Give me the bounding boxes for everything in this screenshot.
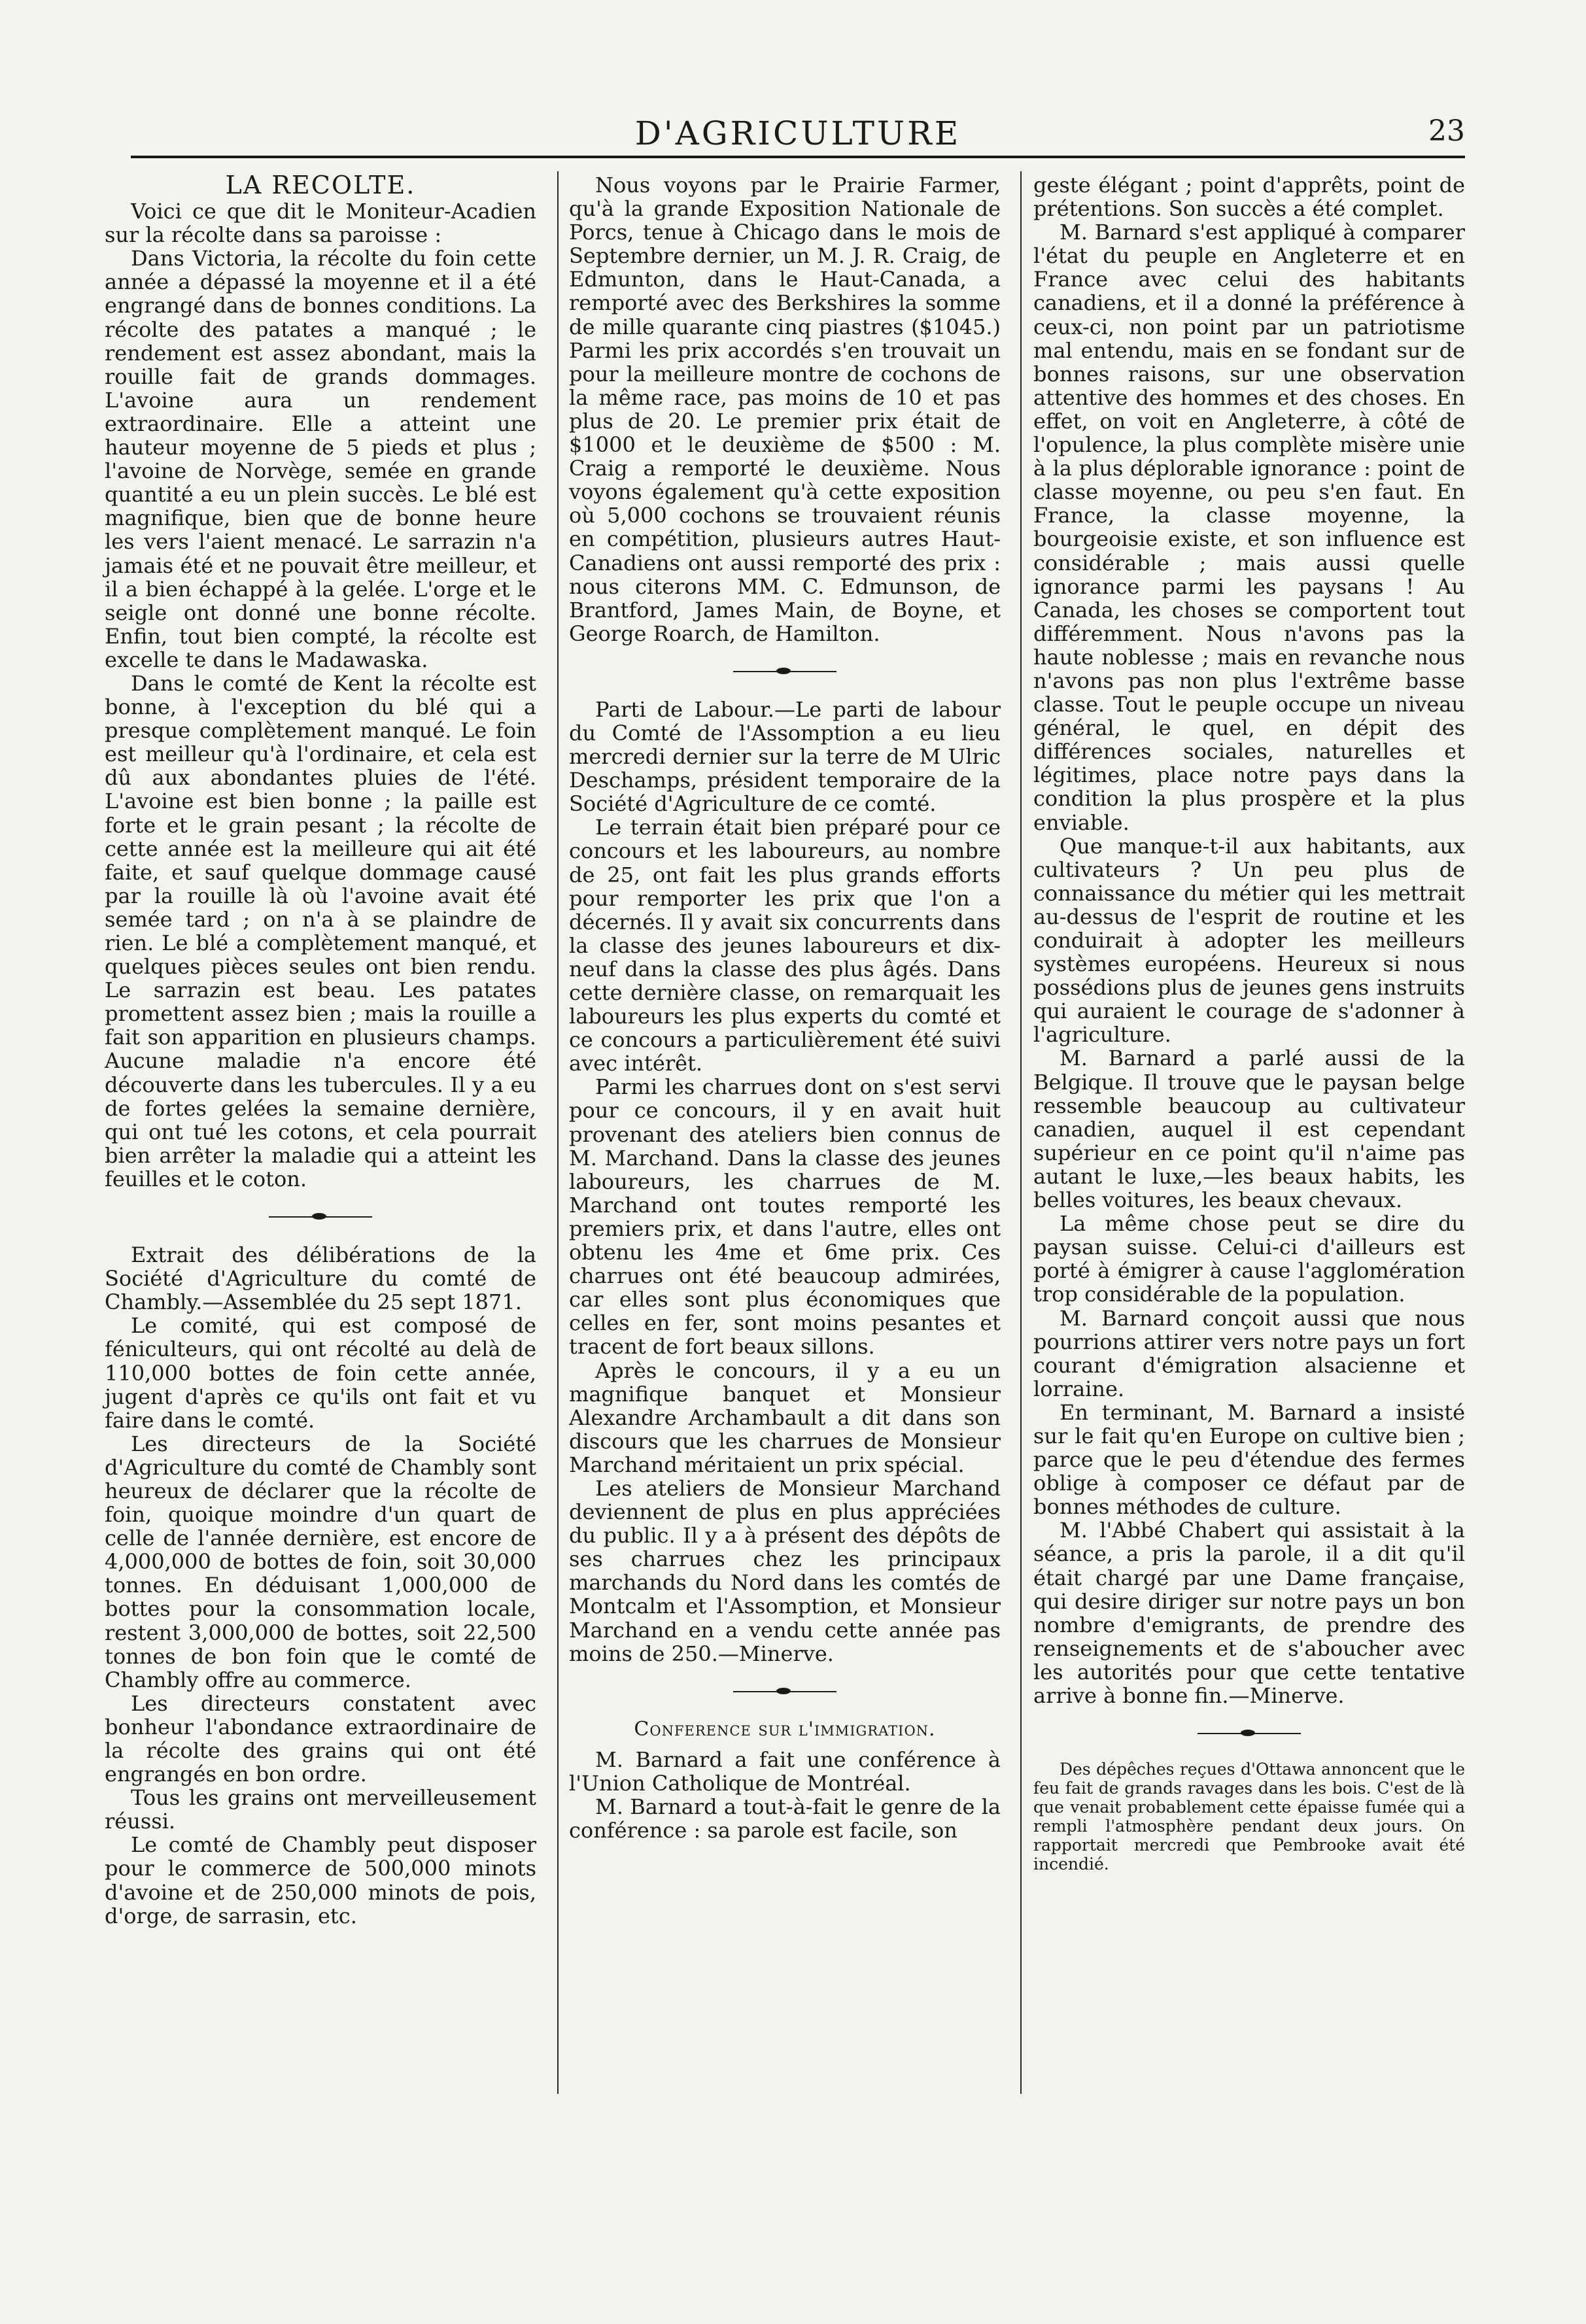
- page-number: 23: [1428, 114, 1465, 148]
- article-paragraph: Nous voyons par le Prairie Farmer, qu'à la grande Exposition Nationale de Porcs, tenue à Chicago dans le mois de Septembre dernier, un M. J. R. Craig, de Edmunton, dans le Haut-Canada, a remporté avec des Berkshires la somme de mille quarante cinq piastres ($1045.) Parmi les prix accordés s'en trouvait un pour la meilleure montre de cochons de la même race, pas moins de 10 et pas plus de 20. Le premier prix était de $1000 et le deuxième de $500 : M. Craig a remporté le deuxième. Nous voyons également qu'à cette exposition où 5,000 cochons se trouvaient réunis en compétition, plusieurs autres Haut-Canadiens ont aussi remporté des prix : nous citerons MM. C. Edmunson, de Brantford, James Main, de Boyne, et George Roarch, de Hamilton.: [569, 173, 1001, 646]
- article-chambly: [105, 1243, 536, 1928]
- article-paragraph: Dans Victoria, la récolte du foin cette année a dépassé la moyenne et il a été engrangé dans de bonnes conditions. La récolte des patates a manqué ; le rendement est assez abondant, mais la rouille fait de grands dommages. L'avoine aura un rendement extraordinaire. Elle a atteint une hauteur moyenne de 5 pieds et plus ; l'avoine de Norvège, semée en grande quantité a eu un plein succès. Le blé est magnifique, bien que de bonne heure les vers l'aient menacé. Le sarrazin n'a jamais été et ne pouvait être meilleur, et il a bien échappé à la gelée. L'orge et le seigle ont donné une bonne récolte. Enfin, tout bien compté, la récolte est excelle te dans le Madawaska.: [105, 246, 536, 672]
- article-heading: Extrait des délibérations de la Société d'Agriculture du comté de Chambly.—Assemblée du 25 sept 1871.: [105, 1242, 536, 1315]
- article-paragraph: M. l'Abbé Chabert qui assistait à la séance, a pris la parole, il a dit qu'il était chargé par une Dame française, qui desire diriger sur notre pays un bon nombre d'emigrants, de prendre des renseignements et de s'aboucher avec les autorités pour que cette tentative arrive à bonne fin.—Minerve.: [1033, 1518, 1465, 1708]
- article-paragraph: Le comté de Chambly peut disposer pour le commerce de 500,000 minots d'avoine et de 250,000 minots de pois, d'orge, de sarrasin, etc.: [105, 1832, 536, 1928]
- article-heading: Conference sur l'immigration.: [634, 1717, 936, 1741]
- article-paragraph: geste élégant ; point d'apprêts, point de prétentions. Son succès a été complet.: [1033, 173, 1465, 222]
- article-conference: [569, 1718, 1001, 1842]
- page-header: [131, 114, 1465, 154]
- article-paragraph: Le terrain était bien préparé pour ce concours et les laboureurs, au nombre de 25, ont fait les plus grands efforts pour remporter les prix que l'on a décernés. Il y avait six concurrents dans la classe des jeunes laboureurs et dix-neuf dans la classe des plus âgés. Dans cette dernière classe, on remarquait les laboureurs les plus experts du comté et ce concours a particulièrement été suivi avec intérêt.: [569, 815, 1001, 1076]
- article-parti-de-labour: [569, 698, 1001, 1666]
- column-divider: [557, 171, 559, 2094]
- section-separator: [1033, 1727, 1465, 1740]
- article-paragraph: M. Barnard conçoit aussi que nous pourrions attirer vers notre pays un fort courant d'émigration alsacienne et lorraine.: [1033, 1305, 1465, 1401]
- column-2: [569, 173, 1001, 1842]
- article-paragraph: Après le concours, il y a eu un magnifique banquet et Monsieur Alexandre Archambault a dit dans son discours que les charrues de Monsieur Marchand méritaient un prix spécial.: [569, 1358, 1001, 1477]
- section-separator: [569, 665, 1001, 678]
- article-paragraph: Dans le comté de Kent la récolte est bonne, à l'exception du blé qui a presque complètement manqué. Le foin est meilleur qu'à l'ordinaire, et cela est dû aux abondantes pluies de l'été. L'avoine est bien bonne ; la paille est forte et le grain pesant ; la récolte de cette année est la meilleure qui ait été faite, et sauf quelque dommage causé par la rouille là où l'avoine avait été semée tard ; on n'a à se plaindre de rien. Le blé a complètement manqué, et quelques pièces seules ont bien rendu. Le sarrazin est beau. Les patates promettent assez bien ; mais la rouille a fait son apparition en plusieurs champs. Aucune maladie n'a encore été découverte dans les tubercules. Il y a eu de fortes gelées la semaine dernière, qui ont tué les cotons, et cela pourrait bien arrêter la maladie qui a atteint les feuilles et le coton.: [105, 670, 536, 1191]
- article-paragraph: Le comité, qui est composé de féniculteurs, qui ont récolté au delà de 110,000 bottes de foin cette année, jugent d'après ce qu'ils ont fait et vu faire dans le comté.: [105, 1313, 536, 1433]
- news-brief-ottawa: [1033, 1760, 1465, 1873]
- column-divider: [1020, 171, 1022, 2094]
- column-1: [105, 173, 536, 1928]
- section-separator: [569, 1685, 1001, 1698]
- article-paragraph: Que manque-t-il aux habitants, aux cultivateurs ? Un peu plus de connaissance du métier qui les mettrait au-dessus de l'esprit de routine et les conduirait à adopter les meilleurs systèmes européens. Heureux si nous possédions plus de jeunes gens instruits qui auraient le courage de s'adonner à l'agriculture.: [1033, 833, 1465, 1048]
- article-paragraph: Tous les grains ont merveilleusement réussi.: [105, 1785, 536, 1834]
- section-separator: [105, 1210, 536, 1223]
- article-paragraph: M. Barnard a tout-à-fait le genre de la conférence : sa parole est facile, son: [569, 1794, 1001, 1843]
- article-paragraph: M. Barnard a parlé aussi de la Belgique. Il trouve que le paysan belge ressemble beaucoup au cultivateur canadien, auquel il est cependant supérieur en ce point qu'il n'aime pas autant le luxe,—les beaux habits, les belles voitures, les beaux chevaux.: [1033, 1046, 1465, 1213]
- header-rule: [131, 156, 1465, 158]
- article-paragraph: Les directeurs de la Société d'Agriculture du comté de Chambly sont heureux de déclarer que la récolte de foin, quoique moindre d'un quart de celle de l'année dernière, est encore de 4,000,000 de bottes de foin, soit 30,000 tonnes. En déduisant 1,000,000 de bottes pour la consommation locale, restent 3,000,000 de bottes, soit 22,500 tonnes de bon foin que le comté de Chambly offre au commerce.: [105, 1431, 536, 1692]
- column-3: [1033, 173, 1465, 1873]
- article-recolte: [105, 173, 536, 1191]
- article-conference-continued: [1033, 173, 1465, 1707]
- article-paragraph: Parmi les charrues dont on s'est servi pour ce concours, il y en avait huit provenant des ateliers bien connus de M. Marchand. Dans la classe des jeunes laboureurs, les charrues de M. Marchand ont toutes remporté les premiers prix, et dans l'autre, elles ont obtenu les 4me et 6me prix. Ces charrues ont été beaucoup admirées, car elles sont plus économiques que celles en fer, sont moins pesantes et tracent de fort beaux sillons.: [569, 1074, 1001, 1359]
- article-prairie-farmer: [569, 173, 1001, 645]
- running-title: D'AGRICULTURE: [634, 114, 961, 152]
- article-paragraph: Les directeurs constatent avec bonheur l'abondance extraordinaire de la récolte des grains qui ont été engrangés en bon ordre.: [105, 1690, 536, 1787]
- article-paragraph: M. Barnard a fait une conférence à l'Union Catholique de Montréal.: [569, 1747, 1001, 1796]
- article-paragraph: Parti de Labour.—Le parti de labour du Comté de l'Assomption a eu lieu mercredi dernier sur la terre de M Ulric Deschamps, président temporaire de la Société d'Agriculture de ce comté.: [569, 696, 1001, 817]
- article-paragraph: En terminant, M. Barnard a insisté sur le fait qu'en Europe on cultive bien ; parce que le peu d'étendue des fermes oblige à composer ce défaut par de bonnes méthodes de culture.: [1033, 1399, 1465, 1520]
- article-paragraph: La même chose peut se dire du paysan suisse. Celui-ci d'ailleurs est porté à émigrer à cause l'agglomération trop considérable de la population.: [1033, 1211, 1465, 1307]
- article-heading: LA RECOLTE.: [225, 171, 416, 199]
- article-paragraph: Voici ce que dit le Moniteur-Acadien sur la récolte dans sa paroisse :: [105, 199, 536, 248]
- article-paragraph: Les ateliers de Monsieur Marchand deviennent de plus en plus appréciées du public. Il y a à présent des dépôts de ses charrues chez les principaux marchands du Nord dans les comtés de Montcalm et l'Assomption, et Monsieur Marchand en a vendu cette année pas moins de 250.—Minerve.: [569, 1475, 1001, 1666]
- article-paragraph: M. Barnard s'est appliqué à comparer l'état du peuple en Angleterre et en France avec celui des habitants canadiens, et il a donné la préférence à ceux-ci, non point par un patriotisme mal entendu, mais en se fondant sur de bonnes raisons, sur une observation attentive des hommes et des choses. En effet, on voit en Angleterre, à côté de l'opulence, la plus complète misère unie à la plus déplorable ignorance : point de classe moyenne, ou peu s'en faut. En France, la classe moyenne, la bourgeoisie existe, et son influence est considérable ; mais aussi quelle ignorance parmi les paysans ! Au Canada, les choses se comportent tout différemment. Nous n'avons pas la haute noblesse ; mais en revanche nous n'avons pas non plus l'extrême basse classe. Tout le peuple occupe un niveau général, le quel, en dépit des différences sociales, naturelles et légitimes, place notre pays dans la condition la plus prospère et la plus enviable.: [1033, 220, 1465, 835]
- news-brief-paragraph: Des dépêches reçues d'Ottawa annoncent que le feu fait de grands ravages dans les bois. C'est de là que venait probablement cette épaisse fumée qui a rempli l'atmosphère pendant deux jours. On rapportait mercredi que Pembrooke avait été incendié.: [1033, 1760, 1465, 1874]
